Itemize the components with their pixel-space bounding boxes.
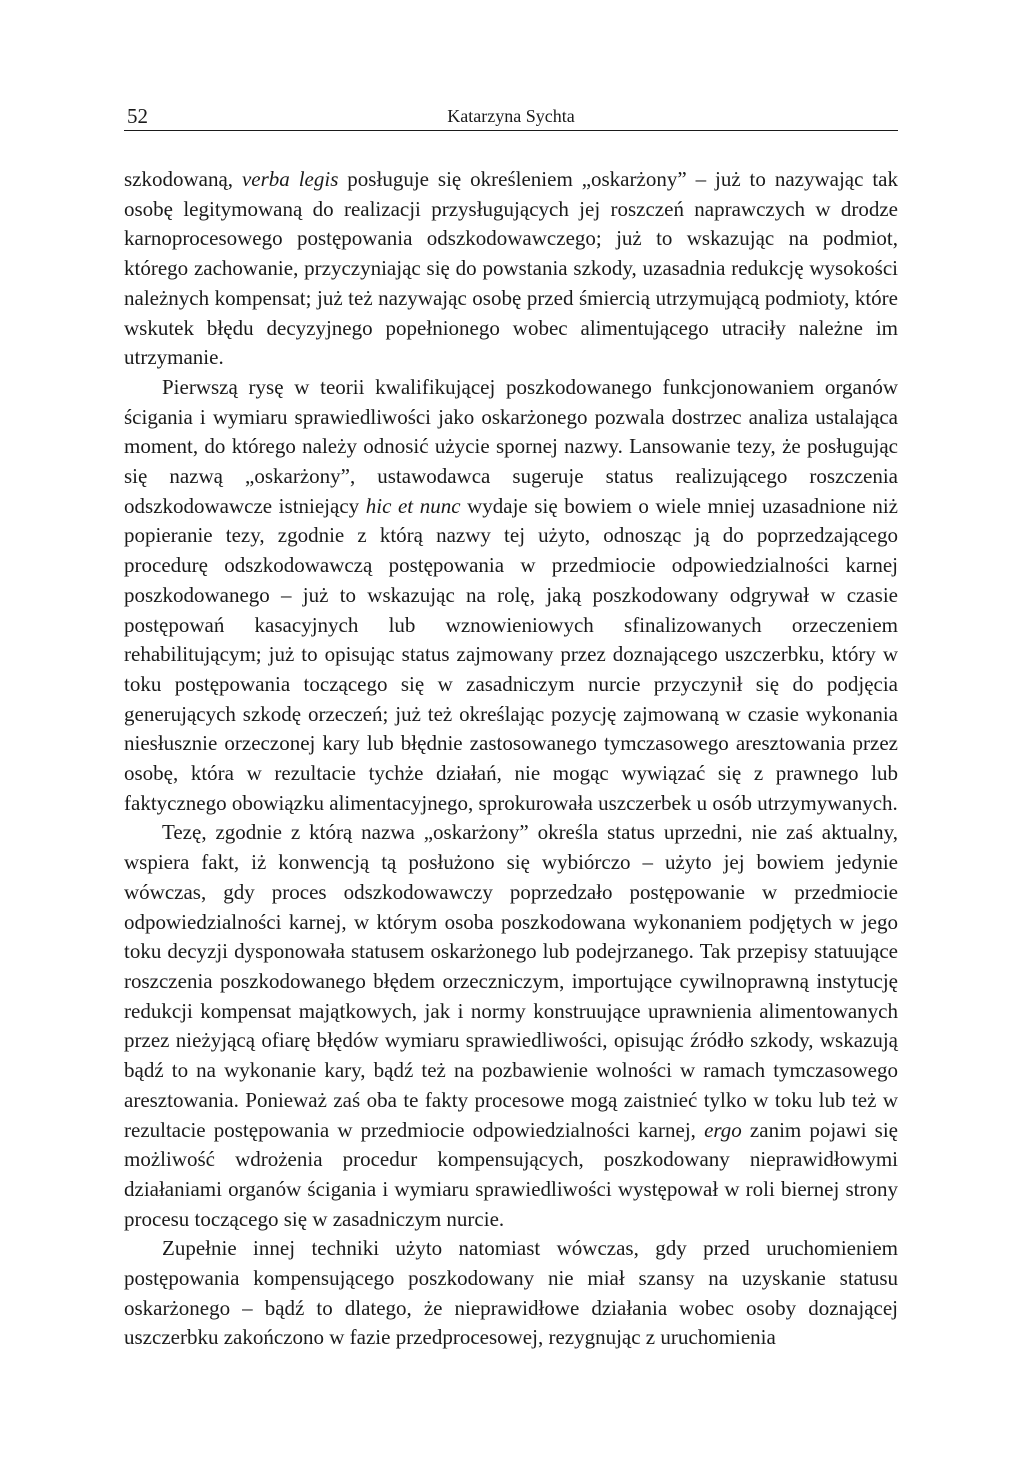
paragraph-2 [124, 373, 898, 819]
running-header-author: Katarzyna Sychta [447, 106, 575, 126]
text-segment: szkodowaną, [124, 167, 242, 191]
running-header [124, 100, 898, 131]
italic-phrase-hic-et-nunc: hic et nunc [365, 493, 461, 518]
page-number: 52 [127, 104, 148, 128]
text-segment: posługuje się określeniem „oskarżony” – już to nazywając tak osobę legitymowaną do realizacji przysługujących jej roszczeń naprawczych w drodze karnoprocesowego postępowania odszkodowawczego; już to wskazując na podmiot, którego zachowanie, przyczyniając się do powstania szkody, uzasadnia redukcję wysokości należnych kompensat; już też nazywając osobę przed śmiercią utrzymującą podmioty, które wskutek błędu decyzyjnego popełnionego wobec alimentującego utraciły należne im utrzymanie. [124, 167, 898, 370]
italic-word-ergo: ergo [704, 1117, 742, 1142]
body-text [124, 165, 898, 1353]
text-segment: zanim pojawi się możliwość wdrożenia procedur kompensujących, poszkodowany nieprawidłowymi działaniami organów ścigania i wymiaru sprawiedliwości występował w roli biernej strony procesu toczącego się w zasadniczym nurcie. [124, 1117, 899, 1231]
italic-phrase-verba-legis: verba legis [241, 167, 339, 191]
document-page [124, 100, 898, 1353]
text-segment: Zupełnie innej techniki użyto natomiast wówczas, gdy przed uruchomieniem postępowania kompensującego poszkodowany nie miał szansy na uzyskanie statusu oskarżonego – bądź to dlatego, że nieprawidłowe działania wobec osoby doznającej uszczerbku zakończono w fazie przedprocesowej, rezygnując z uruchomienia [124, 1236, 898, 1350]
text-segment: wydaje się bowiem o wiele mniej uzasadnione niż popieranie tezy, zgodnie z którą nazwy tej użyto, odnosząc ją do poprzedzającego procedurę odszkodowawczą postępowania w przedmiocie odpowiedzialności karnej poszkodowanego – już to wskazując na rolę, jaką poszkodowany odgrywał w czasie postępowań kasacyjnych lub wznowieniowych sfinalizowanych orzeczeniem rehabilitującym; już to opisując status zajmowany przez doznającego uszczerbku, który w toku postępowania toczącego się w zasadniczym nurcie przyczynił się do podjęcia generujących szkodę orzeczeń; już też określając pozycję zajmowaną w czasie wykonania niesłusznie orzeczonej kary lub błędnie zastosowanego tymczasowego aresztowania przez osobę, która w rezultacie tychże działań, nie mogąc wywiązać się z prawnego lub faktycznego obowiązku alimentacyjnego, sprokurowała uszczerbek u osób utrzymywanych. [124, 493, 898, 815]
text-segment: Pierwszą rysę w teorii kwalifikującej poszkodowanego funkcjonowaniem organów ścigania i wymiaru sprawiedliwości jako oskarżonego pozwala dostrzec analiza ustalająca moment, do którego należy odnosić użycie spornej nazwy. Lansowanie tezy, że posługując się nazwą „oskarżony”, ustawodawca sugeruje status realizującego roszczenia odszkodowawcze istniejący [124, 374, 898, 518]
text-segment: Tezę, zgodnie z którą nazwa „oskarżony” określa status uprzedni, nie zaś aktualny, wspiera fakt, iż konwencją tą posłużono się wybiórczo – użyto jej bowiem jedynie wówczas, gdy proces odszkodowawczy poprzedzało postępowanie w przedmiocie odpowiedzialności karnej, w którym osoba poszkodowana wykonaniem podjętych w jego toku decyzji dysponowała statusem oskarżonego lub podejrzanego. Tak przepisy statuujące roszczenia poszkodowanego błędem orzeczniczym, importujące cywilnoprawną instytucję redukcji kompensat majątkowych, jak i normy konstruujące uprawnienia alimentowanych przez nieżyjącą ofiarę błędów wymiaru sprawiedliwości, opisując źródło szkody, wskazują bądź to na wykonanie kary, bądź też na pozbawienie wolności w ramach tymczasowego aresztowania. Ponieważ zaś oba te fakty procesowe mogą zaistnieć tylko w toku lub też w rezultacie postępowania w przedmiocie odpowiedzialności karnej, [124, 820, 898, 1142]
paragraph-4 [124, 1234, 898, 1353]
paragraph-1 [124, 165, 898, 373]
paragraph-3 [124, 818, 898, 1234]
